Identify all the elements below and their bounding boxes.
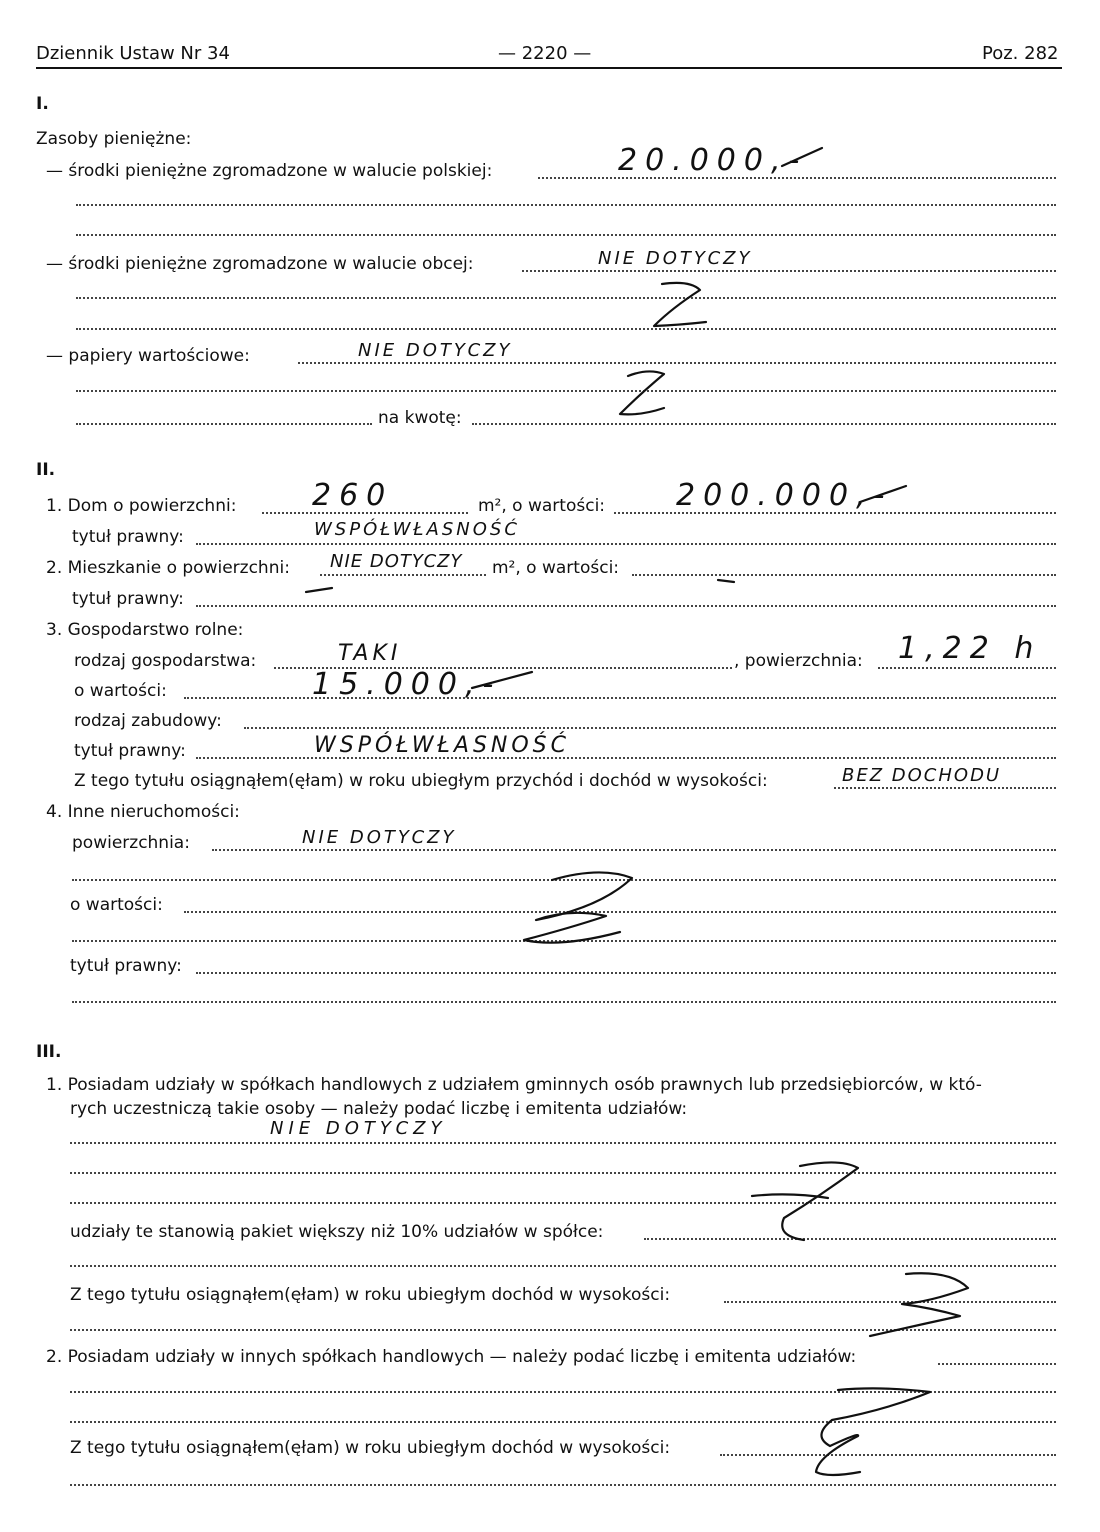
flat-unit-label: m², o wartości:	[492, 558, 620, 578]
flat-title-label: tytuł prawny:	[72, 589, 184, 609]
fx-label: — środki pieniężne zgromadzone w walucie obcej:	[46, 254, 474, 274]
farm-value: 15.000,-	[312, 667, 502, 702]
dash-stroke	[860, 486, 906, 502]
securities-value: NIE DOTYCZY	[358, 340, 513, 361]
farm-type-value: TAKI	[338, 641, 402, 666]
farm-area-value: 1,22 h	[898, 631, 1042, 666]
house-value: 200.000,-	[676, 478, 893, 513]
farm-title-label: tytuł prawny:	[74, 741, 186, 761]
dash-stroke	[718, 580, 734, 582]
house-title-label: tytuł prawny:	[72, 527, 184, 547]
other-title-label: tytuł prawny:	[70, 956, 182, 976]
pln-value: 20.000,-	[618, 143, 808, 178]
z-strike-mark	[620, 371, 664, 414]
farm-label: 3. Gospodarstwo rolne:	[46, 620, 244, 640]
house-unit-label: m², o wartości:	[478, 496, 606, 516]
other-area-label: powierzchnia:	[72, 833, 190, 853]
house-label: 1. Dom o powierzchni:	[46, 496, 237, 516]
other-property-label: 4. Inne nieruchomości:	[46, 802, 240, 822]
farm-income-label: Z tego tytułu osiągnąłem(ęłam) w roku ubiegłym przychód i dochód w wysokości:	[74, 771, 768, 791]
pln-label: — środki pieniężne zgromadzone w walucie polskiej:	[46, 161, 493, 181]
farm-area-label: , powierzchnia:	[734, 651, 863, 671]
fx-value: NIE DOTYCZY	[598, 248, 753, 269]
dash-stroke	[782, 148, 822, 166]
farm-value-label: o wartości:	[74, 681, 167, 701]
z-strike-mark	[816, 1388, 930, 1475]
dash-stroke	[306, 588, 332, 592]
shares1-income-label: Z tego tytułu osiągnąłem(ęłam) w roku ubiegłym dochód w wysokości:	[70, 1285, 671, 1305]
section-2-heading: II.	[36, 460, 56, 480]
shares2-income-label: Z tego tytułu osiągnąłem(ęłam) w roku ubiegłym dochód w wysokości:	[70, 1438, 671, 1458]
section-3-heading: III.	[36, 1042, 62, 1062]
other-area-value: NIE DOTYCZY	[302, 827, 457, 848]
position-number: Poz. 282	[982, 43, 1059, 64]
z-strike-mark	[782, 1162, 858, 1240]
shares1-text-line2: rych uczestniczą takie osoby — należy podać liczbę i emitenta udziałów:	[70, 1099, 688, 1119]
house-title-value: WSPÓŁWŁASNOŚĆ	[314, 519, 520, 540]
flat-area-value: NIE DOTYCZY	[330, 551, 463, 572]
z-strike-mark	[654, 283, 706, 326]
dash-stroke	[752, 1194, 828, 1198]
farm-buildings-label: rodzaj zabudowy:	[74, 711, 222, 731]
shares1-text-line1: 1. Posiadam udziały w spółkach handlowych z udziałem gminnych osób prawnych lub przedsiębiorców, w któ-	[46, 1075, 982, 1095]
house-area-value: 260	[312, 478, 394, 513]
flat-label: 2. Mieszkanie o powierzchni:	[46, 558, 290, 578]
page-number: — 2220 —	[498, 43, 592, 64]
package-label: udziały te stanowią pakiet większy niż 10% udziałów w spółce:	[70, 1222, 604, 1242]
other-value-label: o wartości:	[70, 895, 163, 915]
z-strike-mark	[870, 1273, 968, 1336]
farm-title-value: WSPÓŁWŁASNOŚĆ	[314, 733, 571, 758]
farm-income-value: BEZ DOCHODU	[842, 765, 1002, 786]
farm-type-label: rodzaj gospodarstwa:	[74, 651, 257, 671]
shares1-value: NIE DOTYCZY	[270, 1118, 447, 1139]
money-heading: Zasoby pieniężne:	[36, 129, 192, 149]
section-1-heading: I.	[36, 94, 49, 114]
z-strike-mark	[524, 872, 632, 942]
amount-label: na kwotę:	[378, 408, 462, 428]
dash-stroke	[472, 672, 532, 688]
shares2-label: 2. Posiadam udziały w innych spółkach handlowych — należy podać liczbę i emitenta udziałów:	[46, 1347, 857, 1367]
securities-label: — papiery wartościowe:	[46, 346, 250, 366]
journal-title: Dziennik Ustaw Nr 34	[36, 43, 230, 64]
